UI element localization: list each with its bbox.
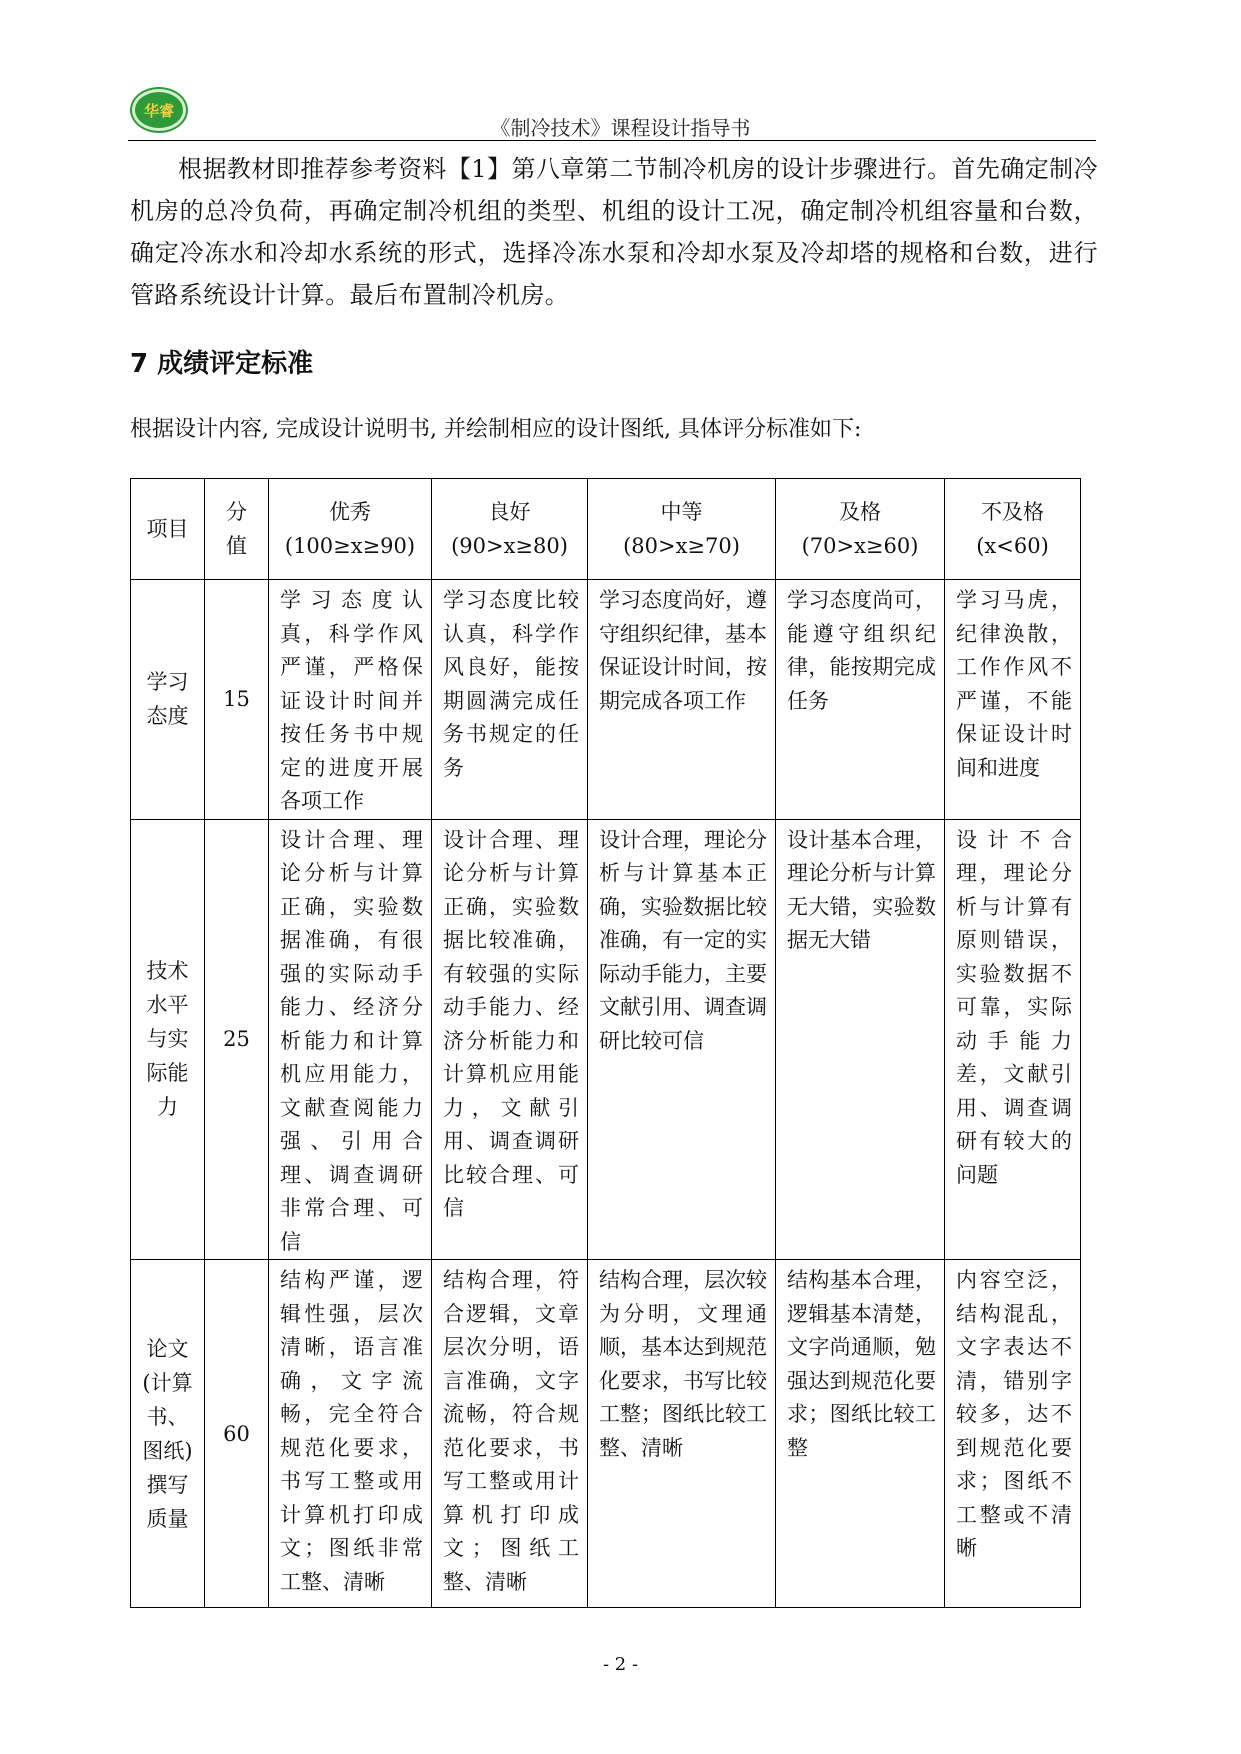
cell-excellent: 学习态度认真，科学作风严谨，严格保证设计时间并按任务书中规定的进度开展各项工作: [269, 580, 432, 820]
row-score: 60: [205, 1260, 269, 1608]
cell-good: 学习态度比较认真，科学作风良好，能按期圆满完成任务书规定的任务: [432, 580, 588, 820]
header-grade-medium: [588, 479, 776, 580]
grade-range: (70>x≥60): [801, 534, 919, 558]
grade-name: 良好: [488, 500, 531, 524]
header-rule: [128, 140, 1096, 141]
row-score: 25: [205, 819, 269, 1260]
grade-range: (100≥x≥90): [284, 534, 416, 558]
cell-fail: 内容空泛，结构混乱，文字表达不清，错别字较多，达不到规范化要求；图纸不工整或不清晰: [945, 1260, 1081, 1608]
cell-medium: 设计合理，理论分析与计算基本正确，实验数据比较准确，有一定的实际动手能力，主要文献引用、调查调研比较可信: [588, 819, 776, 1260]
table-row: [131, 819, 1081, 1260]
cell-medium: 学习态度尚好，遵守组织纪律，基本保证设计时间，按期完成各项工作: [588, 580, 776, 820]
header-grade-good: [432, 479, 588, 580]
page-number: - 2 -: [602, 1654, 639, 1675]
grade-name: 及格: [839, 500, 881, 524]
table-header-row: [131, 479, 1081, 580]
cell-fail: 设计不合理，理论分析与计算有原则错误，实验数据不可靠，实际动手能力差，文献引用、调查调研有较大的问题: [945, 819, 1081, 1260]
cell-excellent: 设计合理、理论分析与计算正确，实验数据准确，有很强的实际动手能力、经济分析能力和计算机应用能力，文献查阅能力强、引用合理、调查调研非常合理、可信: [269, 819, 432, 1260]
grade-name: 中等: [660, 500, 703, 524]
header-grade-pass: [776, 479, 945, 580]
header-grade-fail: [945, 479, 1081, 580]
grade-range: (x<60): [976, 534, 1049, 558]
header-grade-excellent: [269, 479, 432, 580]
logo: 华睿: [135, 92, 183, 128]
grade-range: (90>x≥80): [451, 534, 568, 558]
row-item: 论文(计算书、图纸)撰写质量: [131, 1260, 205, 1608]
grade-name: 不及格: [981, 500, 1044, 524]
cell-good: 设计合理、理论分析与计算正确，实验数据比较准确，有较强的实际动手能力、经济分析能力和计算机应用能力，文献引用、调查调研比较合理、可信: [432, 819, 588, 1260]
cell-pass: 学习态度尚可，能遵守组织纪律，能按期完成任务: [776, 580, 945, 820]
table-row: [131, 1260, 1081, 1608]
header-title: 《制冷技术》课程设计指导书: [490, 116, 751, 140]
cell-pass: 设计基本合理，理论分析与计算无大错，实验数据无大错: [776, 819, 945, 1260]
row-score: 15: [205, 580, 269, 820]
section-title: 7 成绩评定标准: [130, 349, 314, 379]
grade-range: (80>x≥70): [623, 534, 740, 558]
body-paragraph: 根据教材即推荐参考资料【1】第八章第二节制冷机房的设计步骤进行。首先确定制冷机房的总冷负荷，再确定制冷机组的类型、机组的设计工况，确定制冷机组容量和台数，确定冷冻水和冷却水系统的形式，选择冷冻水泵和冷却水泵及冷却塔的规格和台数，进行管路系统设计计算。最后布置制冷机房。: [130, 155, 1098, 309]
cell-pass: 结构基本合理，逻辑基本清楚，文字尚通顺，勉强达到规范化要求；图纸比较工整: [776, 1260, 945, 1608]
header-item: 项目: [131, 479, 205, 580]
header-score: 分值: [205, 479, 269, 580]
intro-text: 根据设计内容, 完成设计说明书, 并绘制相应的设计图纸, 具体评分标准如下:: [130, 417, 862, 442]
cell-excellent: 结构严谨，逻辑性强，层次清晰，语言准确，文字流畅，完全符合规范化要求，书写工整或用计算机打印成文；图纸非常工整、清晰: [269, 1260, 432, 1608]
cell-medium: 结构合理，层次较为分明，文理通顺，基本达到规范化要求，书写比较工整；图纸比较工整、清晰: [588, 1260, 776, 1608]
row-item: 学习态度: [131, 580, 205, 820]
grading-table: [130, 478, 1081, 1608]
cell-good: 结构合理，符合逻辑，文章层次分明，语言准确，文字流畅，符合规范化要求，书写工整或用计算机打印成文；图纸工整、清晰: [432, 1260, 588, 1608]
table-row: [131, 580, 1081, 820]
grade-name: 优秀: [329, 500, 371, 524]
row-item: 技术水平与实际能力: [131, 819, 205, 1260]
cell-fail: 学习马虎，纪律涣散，工作作风不严谨，不能保证设计时间和进度: [945, 580, 1081, 820]
